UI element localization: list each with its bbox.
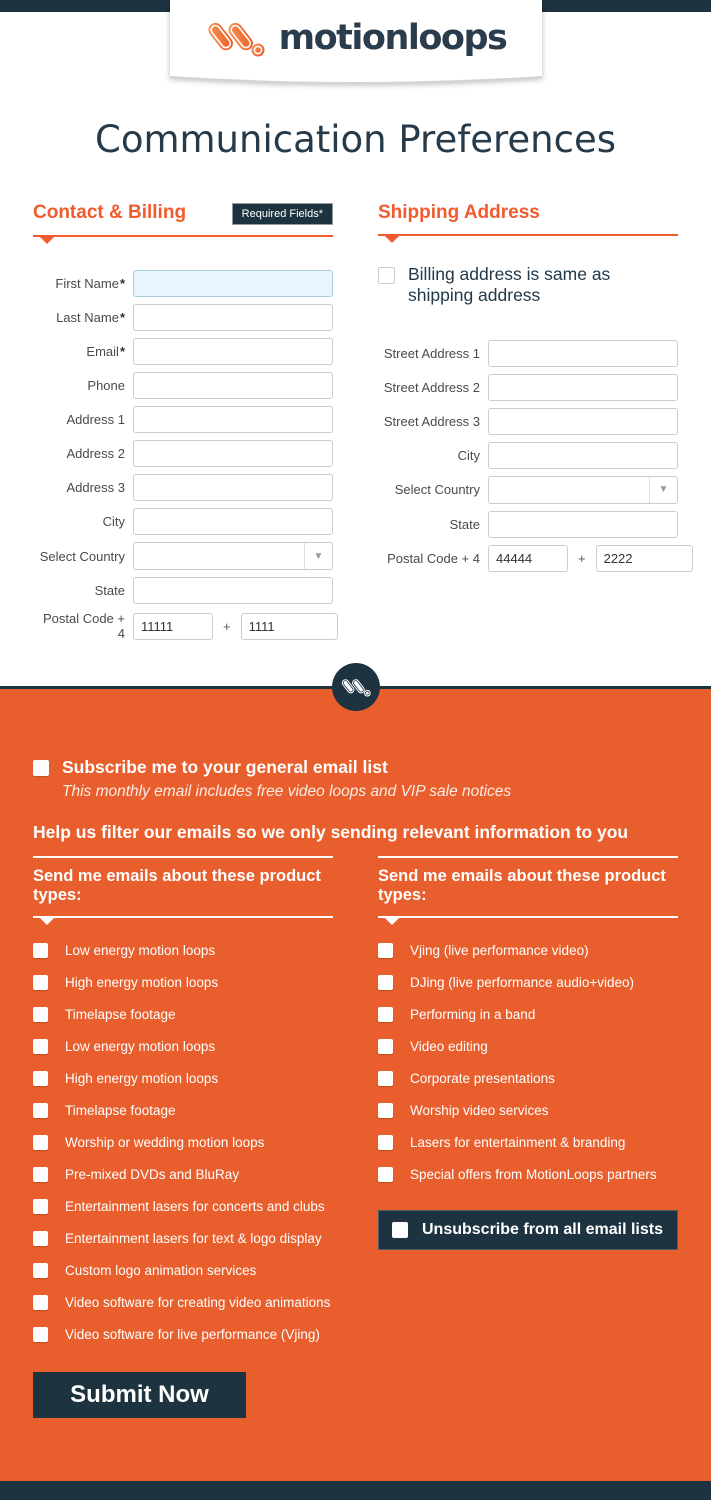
email-pref-label: Low energy motion loops xyxy=(65,1038,216,1054)
contact-field-row xyxy=(33,270,333,297)
unsubscribe-checkbox[interactable] xyxy=(392,1222,408,1238)
contact-country-select[interactable] xyxy=(133,542,333,570)
email-pref-option[interactable] xyxy=(33,975,333,990)
email-pref-label: Special offers from MotionLoops partners xyxy=(410,1166,657,1182)
footer-bar xyxy=(0,1481,711,1500)
contact-text-input[interactable] xyxy=(133,304,333,331)
page-title: Communication Preferences xyxy=(95,118,616,161)
filter-heading: Help us filter our emails so we only sending relevant information to you xyxy=(33,822,629,842)
contact-field-row xyxy=(33,611,333,641)
email-pref-option[interactable] xyxy=(33,1103,333,1118)
field-label: Postal Code + 4 xyxy=(42,611,125,641)
right-column-heading: Send me emails about these product types: xyxy=(378,856,678,918)
shipping-text-input[interactable] xyxy=(488,442,678,469)
email-pref-label: Entertainment lasers for concerts and clubs xyxy=(65,1198,325,1214)
field-label: Street Address 3 xyxy=(383,413,480,429)
email-pref-option[interactable] xyxy=(33,943,333,958)
field-label: Select Country xyxy=(394,482,480,498)
shipping-text-input[interactable] xyxy=(488,340,678,367)
email-pref-label: Video editing xyxy=(410,1038,488,1054)
checkbox[interactable] xyxy=(33,1167,48,1182)
header-curve xyxy=(170,75,542,90)
contact-text-input[interactable] xyxy=(133,474,333,501)
contact-field-row xyxy=(33,372,333,399)
checkbox[interactable] xyxy=(33,1263,48,1278)
email-pref-option[interactable] xyxy=(33,1071,333,1086)
contact-field-row xyxy=(33,440,333,467)
contact-field-row xyxy=(33,577,333,604)
contact-field-row xyxy=(33,508,333,535)
email-pref-option[interactable] xyxy=(33,1039,333,1054)
field-label: Phone xyxy=(87,378,125,393)
field-label: Postal Code + 4 xyxy=(387,550,480,566)
checkbox[interactable] xyxy=(33,1039,48,1054)
same-address-checkbox[interactable] xyxy=(378,267,395,284)
email-pref-label: Low energy motion loops xyxy=(65,942,216,958)
email-pref-label: High energy motion loops xyxy=(65,1070,219,1086)
right-checkbox-list xyxy=(378,943,678,1182)
email-pref-label: Corporate presentations xyxy=(410,1070,555,1086)
field-label: Select Country xyxy=(39,548,125,564)
contact-billing-title: Contact & Billing xyxy=(33,202,187,223)
contact-text-input[interactable] xyxy=(133,440,333,467)
email-pref-label: Pre-mixed DVDs and BluRay xyxy=(65,1166,240,1182)
shipping-header xyxy=(378,203,678,236)
checkbox[interactable] xyxy=(33,1295,48,1310)
checkbox[interactable] xyxy=(33,1327,48,1342)
shipping-field-row xyxy=(378,545,678,572)
contact-billing-column xyxy=(33,203,333,641)
dropdown-arrow-icon[interactable]: ▼ xyxy=(304,543,332,569)
checkbox[interactable] xyxy=(33,975,48,990)
shipping-field-row xyxy=(378,340,678,367)
postal-code-group xyxy=(133,613,338,640)
required-asterisk: * xyxy=(119,310,125,325)
shipping-column xyxy=(378,203,678,641)
subscribe-checkbox[interactable] xyxy=(33,760,49,776)
motionloops-badge-icon xyxy=(340,674,372,700)
checkbox[interactable] xyxy=(378,1135,393,1150)
email-pref-option[interactable] xyxy=(378,1071,678,1086)
email-pref-option[interactable] xyxy=(378,1039,678,1054)
shipping-title: Shipping Address xyxy=(378,202,540,223)
unsubscribe-label: Unsubscribe from all email lists xyxy=(422,1220,663,1238)
contact-text-input[interactable] xyxy=(133,508,333,535)
unsubscribe-button[interactable] xyxy=(378,1210,678,1250)
field-label: State xyxy=(94,583,125,598)
email-pref-label: Timelapse footage xyxy=(65,1102,176,1118)
submit-button[interactable]: Submit Now xyxy=(33,1372,246,1418)
email-pref-label: Timelapse footage xyxy=(65,1006,176,1022)
email-pref-option[interactable] xyxy=(378,943,678,958)
field-label: Email* xyxy=(86,344,125,359)
email-pref-option[interactable] xyxy=(378,975,678,990)
contact-text-input[interactable] xyxy=(133,372,333,399)
email-pref-label: Vjing (live performance video) xyxy=(410,942,589,958)
field-label: First Name* xyxy=(55,276,125,291)
logo-badge xyxy=(332,663,380,711)
email-pref-option[interactable] xyxy=(33,1007,333,1022)
email-pref-label: Video software for creating video animations xyxy=(65,1294,331,1310)
email-pref-option[interactable] xyxy=(378,1167,678,1182)
email-pref-option[interactable] xyxy=(378,1103,678,1118)
logo-card xyxy=(170,0,542,76)
header xyxy=(0,0,711,90)
field-label: Street Address 1 xyxy=(383,345,480,361)
shipping-field-row xyxy=(378,442,678,469)
subscribe-label: Subscribe me to your general email list xyxy=(62,757,388,777)
email-preferences-section xyxy=(0,686,711,1481)
shipping-text-input[interactable] xyxy=(488,408,678,435)
email-pref-option[interactable] xyxy=(33,1231,333,1246)
email-pref-label: Custom logo animation services xyxy=(65,1262,257,1278)
email-pref-option[interactable] xyxy=(33,1167,333,1182)
postal-code-group xyxy=(488,545,693,572)
shipping-postal-code-input[interactable] xyxy=(488,545,568,572)
shipping-postal-plus4-input[interactable] xyxy=(596,545,693,572)
logo-text: motionloops xyxy=(278,17,507,58)
email-pref-label: DJing (live performance audio+video) xyxy=(410,974,634,990)
shipping-field-row xyxy=(378,374,678,401)
contact-billing-header xyxy=(33,203,333,237)
checkbox[interactable] xyxy=(33,1007,48,1022)
email-pref-option[interactable] xyxy=(33,1295,333,1310)
required-asterisk: * xyxy=(119,344,125,359)
checkbox[interactable] xyxy=(378,975,393,990)
checkbox[interactable] xyxy=(33,1135,48,1150)
checkbox[interactable] xyxy=(33,1071,48,1086)
contact-text-input[interactable] xyxy=(133,406,333,433)
same-address-label: Billing address is same as shipping address xyxy=(408,263,611,306)
checkbox[interactable] xyxy=(33,1199,48,1214)
checkbox[interactable] xyxy=(378,1071,393,1086)
email-pref-label: Entertainment lasers for text & logo display xyxy=(65,1230,322,1246)
preference-column-left xyxy=(33,856,333,1418)
shipping-text-input[interactable] xyxy=(488,511,678,538)
preference-column-right xyxy=(378,856,678,1418)
email-pref-option[interactable] xyxy=(33,1199,333,1214)
address-forms xyxy=(0,203,711,641)
contact-field-row xyxy=(33,542,333,570)
plus-separator: + xyxy=(223,618,231,634)
shipping-text-input[interactable] xyxy=(488,374,678,401)
email-pref-label: Video software for live performance (Vjing) xyxy=(65,1326,320,1342)
contact-field-row xyxy=(33,338,333,365)
checkbox[interactable] xyxy=(33,1231,48,1246)
contact-text-input[interactable] xyxy=(133,338,333,365)
checkbox[interactable] xyxy=(378,1103,393,1118)
preference-columns xyxy=(33,856,678,1418)
checkbox[interactable] xyxy=(378,1039,393,1054)
same-address-row xyxy=(378,264,678,307)
checkbox[interactable] xyxy=(378,1167,393,1182)
shipping-field-row xyxy=(378,408,678,435)
email-pref-label: Worship video services xyxy=(410,1102,549,1118)
checkbox[interactable] xyxy=(378,1007,393,1022)
field-label: City xyxy=(102,514,125,529)
left-column-heading: Send me emails about these product types: xyxy=(33,856,333,918)
dropdown-arrow-icon[interactable]: ▼ xyxy=(649,477,677,503)
email-pref-option[interactable] xyxy=(33,1135,333,1150)
field-label: City xyxy=(457,447,480,463)
field-label: Last Name* xyxy=(56,310,125,325)
contact-field-row xyxy=(33,474,333,501)
motionloops-logo-icon xyxy=(205,15,267,61)
plus-separator: + xyxy=(578,550,586,566)
field-label: Address 2 xyxy=(66,446,125,461)
email-pref-option[interactable] xyxy=(33,1263,333,1278)
required-asterisk: * xyxy=(119,276,125,291)
email-pref-option[interactable] xyxy=(378,1007,678,1022)
field-label: Address 3 xyxy=(66,480,125,495)
checkbox[interactable] xyxy=(378,943,393,958)
subscribe-note: This monthly email includes free video loops and VIP sale notices xyxy=(62,783,512,800)
email-pref-label: Worship or wedding motion loops xyxy=(65,1134,265,1150)
shipping-field-row xyxy=(378,511,678,538)
left-checkbox-list xyxy=(33,943,333,1342)
shipping-country-select[interactable] xyxy=(488,476,678,504)
field-label: State xyxy=(449,516,480,532)
email-pref-option[interactable] xyxy=(33,1327,333,1342)
contact-fields xyxy=(33,270,333,641)
contact-postal-plus4-input[interactable] xyxy=(241,613,338,640)
field-label: Street Address 2 xyxy=(383,379,480,395)
email-pref-label: Performing in a band xyxy=(410,1006,536,1022)
contact-field-row xyxy=(33,304,333,331)
checkbox[interactable] xyxy=(33,943,48,958)
email-pref-label: Lasers for entertainment & branding xyxy=(410,1134,626,1150)
field-label: Address 1 xyxy=(66,412,125,427)
checkbox[interactable] xyxy=(33,1103,48,1118)
shipping-fields xyxy=(378,340,678,572)
contact-field-row xyxy=(33,406,333,433)
email-pref-label: High energy motion loops xyxy=(65,974,219,990)
contact-postal-code-input[interactable] xyxy=(133,613,213,640)
required-fields-badge: Required Fields* xyxy=(232,203,333,225)
email-pref-option[interactable] xyxy=(378,1135,678,1150)
contact-text-input[interactable] xyxy=(133,577,333,604)
shipping-field-row xyxy=(378,476,678,504)
contact-text-input[interactable] xyxy=(133,270,333,297)
